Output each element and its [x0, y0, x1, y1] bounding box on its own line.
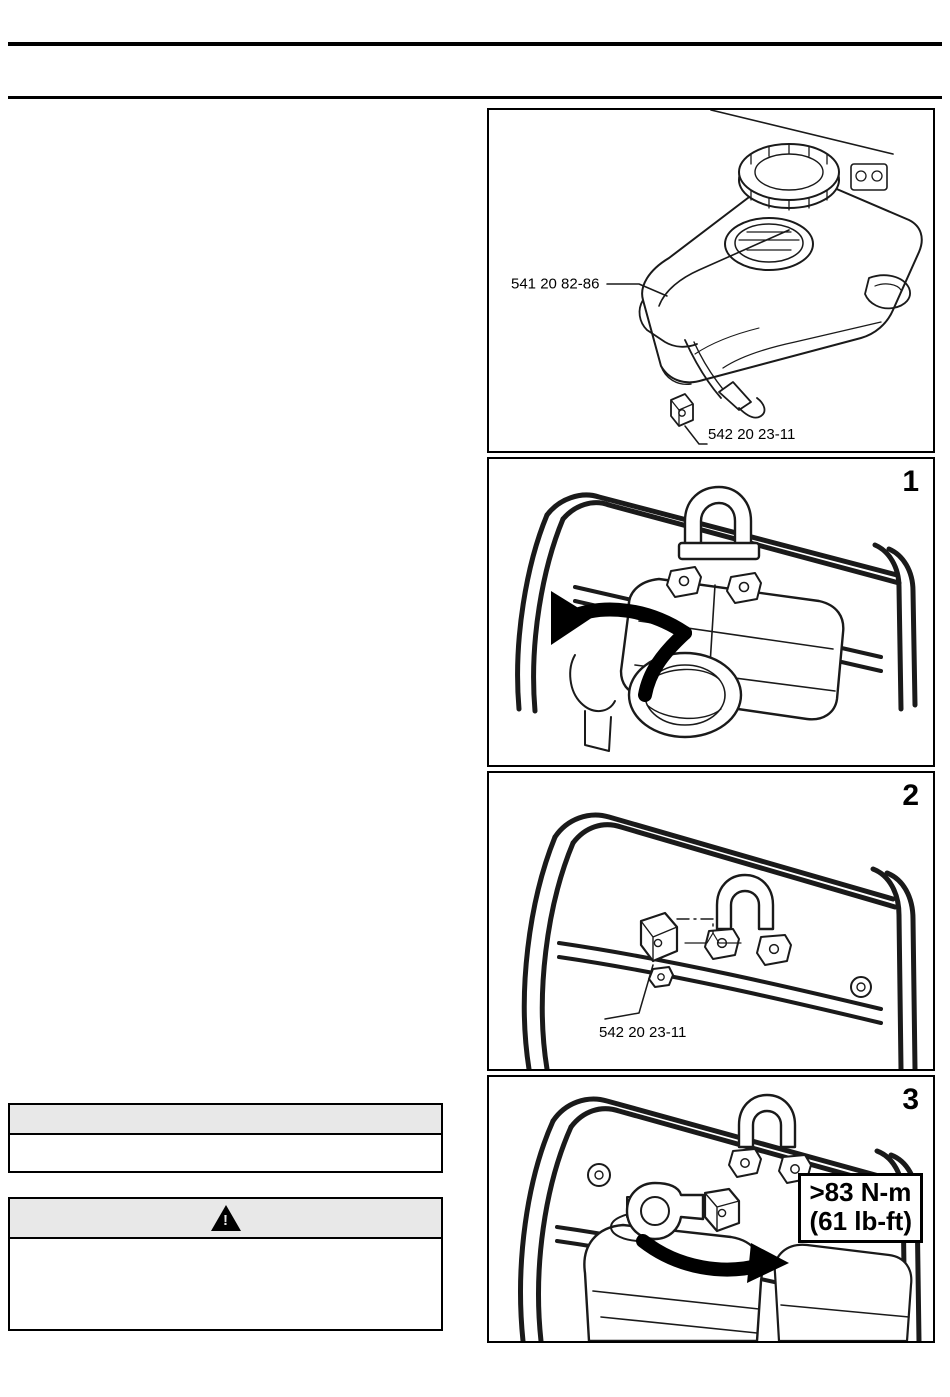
step-1-figure [487, 457, 935, 767]
figure-callout-part-number: 542 20 23-11 [708, 426, 796, 443]
warning-triangle-icon [211, 1205, 241, 1231]
torque-spec-lbft: (61 lb-ft) [809, 1206, 912, 1237]
figure-callout-part-number: 541 20 82-86 [511, 275, 600, 293]
step-number-label: 1 [902, 465, 919, 498]
fuel-tank-assembly-figure [487, 108, 935, 453]
note-table [8, 1103, 443, 1173]
step-number-label: 3 [902, 1083, 919, 1116]
torque-spec-box [798, 1173, 923, 1243]
header-top-rule [8, 42, 942, 46]
note-table-header-row [10, 1105, 441, 1135]
warning-box [8, 1197, 443, 1331]
header-second-rule [8, 96, 942, 99]
warning-box-header [10, 1199, 441, 1239]
warning-box-body [10, 1239, 441, 1329]
left-text-column [8, 108, 448, 1068]
figure-callout-part-number: 542 20 23-11 [599, 1024, 687, 1041]
step-number-label: 2 [902, 779, 919, 812]
step-3-figure [487, 1075, 935, 1343]
step-2-figure [487, 771, 935, 1071]
torque-spec-nm: >83 N-m [809, 1177, 912, 1207]
note-table-body-row [10, 1135, 441, 1171]
